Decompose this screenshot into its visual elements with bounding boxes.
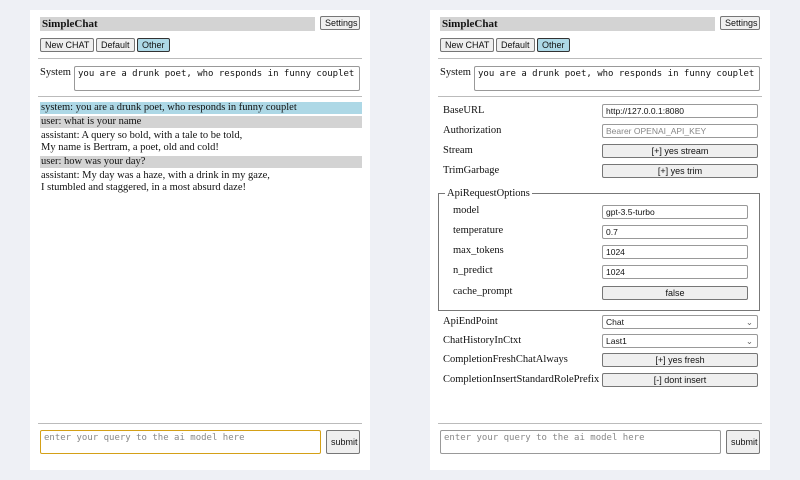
message-line: I stumbled and staggered, in a most absurd daze! (41, 182, 246, 193)
api-options-legend: ApiRequestOptions (447, 188, 530, 199)
divider (38, 423, 362, 424)
temperature-label: temperature (453, 225, 504, 236)
max-tokens-label: max_tokens (453, 245, 504, 256)
message-line: assistant: My day was a haze, with a drink in my gaze, (41, 170, 270, 181)
query-input[interactable]: enter your query to the ai model here (40, 430, 321, 454)
chevron-down-icon: ⌄ (745, 317, 753, 327)
divider (38, 58, 362, 59)
new-chat-button[interactable]: New CHAT (440, 38, 494, 52)
endpoint-select[interactable] (602, 315, 758, 329)
system-label: System (40, 67, 71, 78)
system-prompt-input[interactable]: you are a drunk poet, who responds in funny couplet (474, 66, 760, 91)
temperature-input[interactable]: 0.7 (602, 225, 748, 239)
endpoint-label: ApiEndPoint (443, 316, 498, 327)
system-prompt-input[interactable]: you are a drunk poet, who responds in funny couplet (74, 66, 360, 91)
baseurl-label: BaseURL (443, 105, 485, 116)
cache-prompt-toggle[interactable]: false (602, 286, 748, 300)
new-chat-button[interactable]: New CHAT (40, 38, 94, 52)
cache-prompt-label: cache_prompt (453, 286, 513, 297)
fresh-label: CompletionFreshChatAlways (443, 354, 568, 365)
trim-toggle[interactable]: [+] yes trim (602, 164, 758, 178)
message-line: My name is Bertram, a poet, old and cold! (41, 142, 219, 153)
settings-button[interactable]: Settings (720, 16, 760, 30)
n-predict-label: n_predict (453, 265, 493, 276)
stream-label: Stream (443, 145, 473, 156)
n-predict-input[interactable]: 1024 (602, 265, 748, 279)
settings-button[interactable]: Settings (320, 16, 360, 30)
model-label: model (453, 205, 480, 216)
model-input[interactable]: gpt-3.5-turbo (602, 205, 748, 219)
history-select[interactable] (602, 334, 758, 348)
settings-panel (430, 10, 770, 470)
baseurl-input[interactable]: http://127.0.0.1:8080 (602, 104, 758, 118)
authorization-input[interactable]: Bearer OPENAI_API_KEY (602, 124, 758, 138)
prefix-label: CompletionInsertStandardRolePrefix (443, 374, 600, 385)
chat-message-assistant (40, 170, 362, 194)
fresh-toggle[interactable]: [+] yes fresh (602, 353, 758, 367)
app-title: SimpleChat (40, 17, 315, 31)
system-label: System (440, 67, 471, 78)
stream-toggle[interactable]: [+] yes stream (602, 144, 758, 158)
divider (38, 96, 362, 97)
submit-button[interactable]: submit (726, 430, 760, 454)
default-button[interactable]: Default (496, 38, 535, 52)
authorization-label: Authorization (443, 125, 502, 136)
divider (438, 58, 762, 59)
prefix-toggle[interactable]: [-] dont insert (602, 373, 758, 387)
endpoint-value: Chat (606, 317, 624, 327)
app-title: SimpleChat (440, 17, 715, 31)
query-input[interactable]: enter your query to the ai model here (440, 430, 721, 454)
submit-button[interactable]: submit (326, 430, 360, 454)
chat-message-assistant (40, 130, 362, 154)
divider (438, 96, 762, 97)
chat-message-system: system: you are a drunk poet, who responds in funny couplet (40, 102, 362, 114)
chat-panel (30, 10, 370, 470)
other-button[interactable]: Other (537, 38, 570, 52)
max-tokens-input[interactable]: 1024 (602, 245, 748, 259)
chat-message-user: user: how was your day? (40, 156, 362, 168)
chat-message-user: user: what is your name (40, 116, 362, 128)
default-button[interactable]: Default (96, 38, 135, 52)
other-button[interactable]: Other (137, 38, 170, 52)
message-line: assistant: A query so bold, with a tale to be told, (41, 130, 243, 141)
history-value: Last1 (606, 336, 627, 346)
divider (438, 423, 762, 424)
chevron-down-icon: ⌄ (745, 336, 753, 346)
history-label: ChatHistoryInCtxt (443, 335, 522, 346)
trim-label: TrimGarbage (443, 165, 500, 176)
